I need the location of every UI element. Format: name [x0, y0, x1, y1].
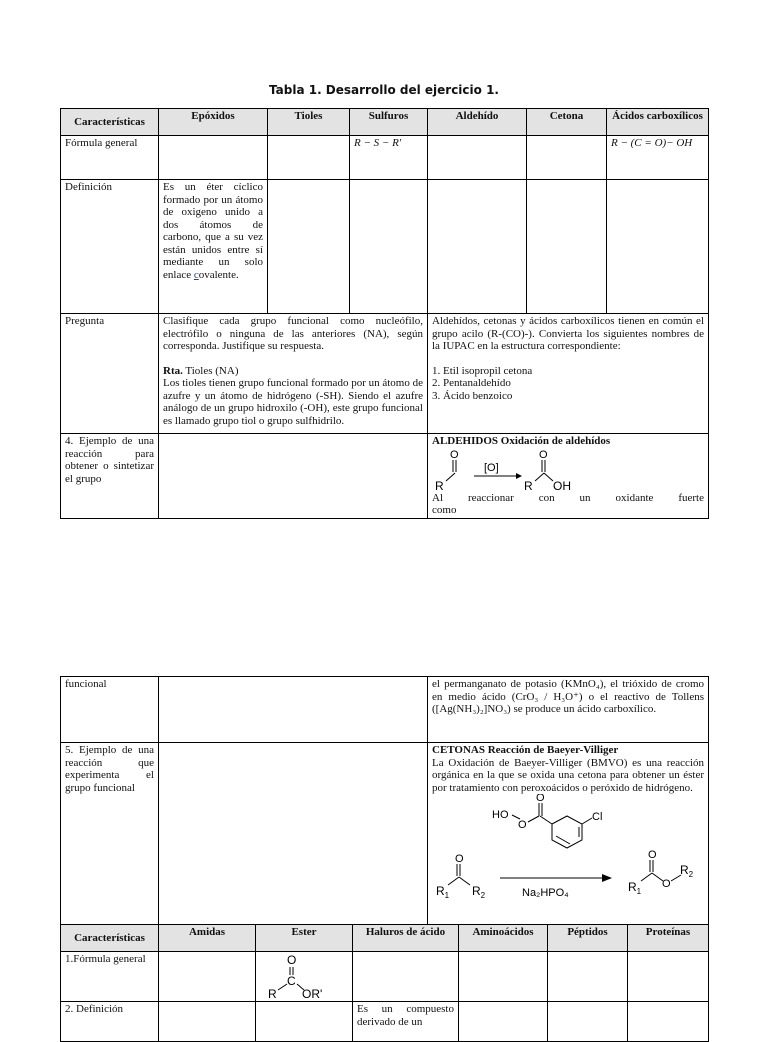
scheme-r-left: R	[435, 478, 444, 492]
row-label-pregunta: Pregunta	[61, 314, 159, 434]
header-tioles: Tioles	[268, 109, 350, 136]
row-label-formula: Fórmula general	[61, 136, 159, 180]
scheme-reagent: Na₂HPO₄	[522, 887, 569, 899]
scheme-prod-r2: $R_2$	[680, 863, 694, 879]
ejemplo5-right	[428, 743, 709, 925]
ejemplo5-heading: CETONAS Reacción de Baeyer-Villiger	[432, 744, 619, 756]
list-item: 1. Etil isopropil cetona	[432, 364, 533, 377]
pregunta-left-question: Clasifique cada grupo funcional como nucleófilo, electrófilo o ninguna de las anteriores (NA), según corresponda. Justifique su respuesta.	[163, 315, 423, 352]
scheme-r-right: R	[524, 478, 533, 492]
header-peptidos: Péptidos	[548, 925, 628, 952]
haluros-definition: Es un compuesto derivado de un	[353, 1002, 459, 1042]
pregunta-left-body: Los tioles tienen grupo funcional formado por un átomo de azufre y un átomo de hidrógeno (-SH). Siendo el azufre análogo de un grupo hidroxilo (-OH), este grupo funcional es llamado grupo tiol o grupo sulfhidrilo.	[163, 377, 423, 427]
cell-empty	[607, 180, 709, 314]
ejemplo4-heading: ALDEHIDOS Oxidación de aldehídos	[432, 435, 611, 447]
table-continuation	[60, 676, 709, 925]
cell-empty	[159, 434, 428, 519]
table-row	[61, 314, 709, 434]
ejemplo4-right	[428, 434, 709, 519]
cell-empty	[428, 180, 527, 314]
scheme-oh: OH	[553, 478, 571, 492]
cell-empty	[548, 1002, 628, 1042]
cell-empty	[428, 136, 527, 180]
row-label-definicion: 2. Definición	[61, 1002, 159, 1042]
table-row	[61, 743, 709, 925]
pregunta-right	[428, 314, 709, 434]
ester-r: R	[268, 987, 277, 999]
cell-empty	[159, 136, 268, 180]
table-acid-derivatives	[60, 924, 709, 1042]
header-aldehido: Aldehído	[428, 109, 527, 136]
scheme-ester-o: O	[648, 849, 657, 861]
header-aminoacidos: Aminoácidos	[459, 925, 548, 952]
ester-formula-cell	[256, 952, 353, 1002]
table-row	[61, 136, 709, 180]
scheme-ketone-o: O	[455, 853, 464, 865]
cell-empty	[159, 952, 256, 1002]
list-item: 2. Pentanaldehído	[432, 377, 511, 389]
header-cetona: Cetona	[527, 109, 607, 136]
header-amidas: Amidas	[159, 925, 256, 952]
scheme-r2: $R_2$	[472, 884, 486, 900]
cell-empty	[159, 677, 428, 743]
scheme-peroxy-o: O	[518, 819, 527, 831]
pregunta-left-answer	[163, 365, 423, 378]
row-label-ejemplo5: 5. Ejemplo de una reacción que experimenta el grupo funcional	[61, 743, 159, 925]
formula-acidos: R − (C = O)− OH	[607, 136, 709, 180]
table-header-row	[61, 925, 709, 952]
scheme-carbonyl-o: O	[536, 794, 545, 804]
page-title: Tabla 1. Desarrollo del ejercicio 1.	[269, 83, 499, 97]
header-sulfuros: Sulfuros	[350, 109, 428, 136]
scheme-r1: $R_1$	[436, 884, 450, 900]
cell-empty	[548, 952, 628, 1002]
formula-sulfuros: R − S − R'	[350, 136, 428, 180]
continued-text: el permanganato de potasio (KMnO₄), el trióxido de cromo en medio ácido (CrO₃ / H₃O⁺) o el reactivo de Tollens ([Ag(NH₃)₂]NO₃) se produce un ácido carboxílico.	[428, 677, 709, 743]
list-item: 3. Ácido benzoico	[432, 389, 513, 402]
aldehyde-oxidation-scheme	[432, 448, 612, 492]
table-row	[61, 180, 709, 314]
cell-empty	[459, 952, 548, 1002]
ester-formula	[260, 953, 340, 999]
cell-empty	[628, 1002, 709, 1042]
definition-epoxidos-tail: ovalente.	[198, 268, 239, 281]
header-caracteristicas: Características	[61, 925, 159, 952]
pregunta-right-question: Aldehídos, cetonas y ácidos carboxílicos tienen en común el grupo acilo (R-(CO)-). Convierta los siguientes nombres de la IUPAC en la estructura correspondiente:	[432, 315, 704, 352]
scheme-ho: HO	[492, 809, 509, 821]
ester-o: O	[287, 953, 297, 967]
table-row	[61, 1002, 709, 1042]
row-label-funcional: funcional	[61, 677, 159, 743]
cell-empty	[353, 952, 459, 1002]
cell-empty	[159, 1002, 256, 1042]
row-label-ejemplo4: 4. Ejemplo de una reacción para obtener o sintetizar el grupo	[61, 434, 159, 519]
cell-empty	[527, 180, 607, 314]
row-label-definicion: Definición	[61, 180, 159, 314]
table-functional-groups	[60, 108, 709, 519]
ejemplo5-text: La Oxidación de Baeyer-Villiger (BMVO) es una reacción orgánica en la que se oxida una cetona para obtener un éster por tratamiento con peroxoácidos o peróxido de hidrógeno.	[432, 756, 704, 794]
definition-epoxidos-link: c	[193, 268, 199, 281]
scheme-prod-r1: $R_1$	[628, 880, 642, 896]
header-haluros: Haluros de ácido	[353, 925, 459, 952]
header-proteinas: Proteínas	[628, 925, 709, 952]
header-caracteristicas: Características	[61, 109, 159, 136]
cell-empty	[628, 952, 709, 1002]
row-label-formula-general: 1.Fórmula general	[61, 952, 159, 1002]
answer-label: Rta.	[163, 364, 183, 377]
definition-epoxidos	[159, 180, 268, 314]
header-ester: Ester	[256, 925, 353, 952]
header-epoxidos: Epóxidos	[159, 109, 268, 136]
cell-empty	[159, 743, 428, 925]
scheme-cl: Cl	[592, 811, 603, 823]
table-row	[61, 434, 709, 519]
scheme-oxidant: [O]	[484, 461, 499, 474]
cell-empty	[350, 180, 428, 314]
ejemplo4-text: Al reaccionar con un oxidante fuerte como	[432, 491, 704, 516]
table-header-row	[61, 109, 709, 136]
table-row	[61, 952, 709, 1002]
scheme-o-right: O	[539, 448, 548, 461]
table-row	[61, 677, 709, 743]
baeyer-villiger-scheme	[432, 794, 704, 902]
answer-value: Tioles (NA)	[182, 364, 239, 377]
scheme-o-left: O	[450, 448, 459, 461]
ester-c: C	[287, 974, 296, 988]
scheme-ester-o2: O	[662, 878, 671, 890]
cell-empty	[268, 180, 350, 314]
pregunta-left	[159, 314, 428, 434]
cell-empty	[527, 136, 607, 180]
ester-or: OR'	[302, 987, 323, 999]
definition-epoxidos-text: Es un éter cíclico formado por un átomo de oxigeno unido a dos átomos de carbono, que a su vez están unidos entre sí mediante un solo enlace	[163, 181, 263, 281]
cell-empty	[459, 1002, 548, 1042]
header-acidos: Ácidos carboxílicos	[607, 109, 709, 136]
cell-empty	[256, 1002, 353, 1042]
cell-empty	[268, 136, 350, 180]
